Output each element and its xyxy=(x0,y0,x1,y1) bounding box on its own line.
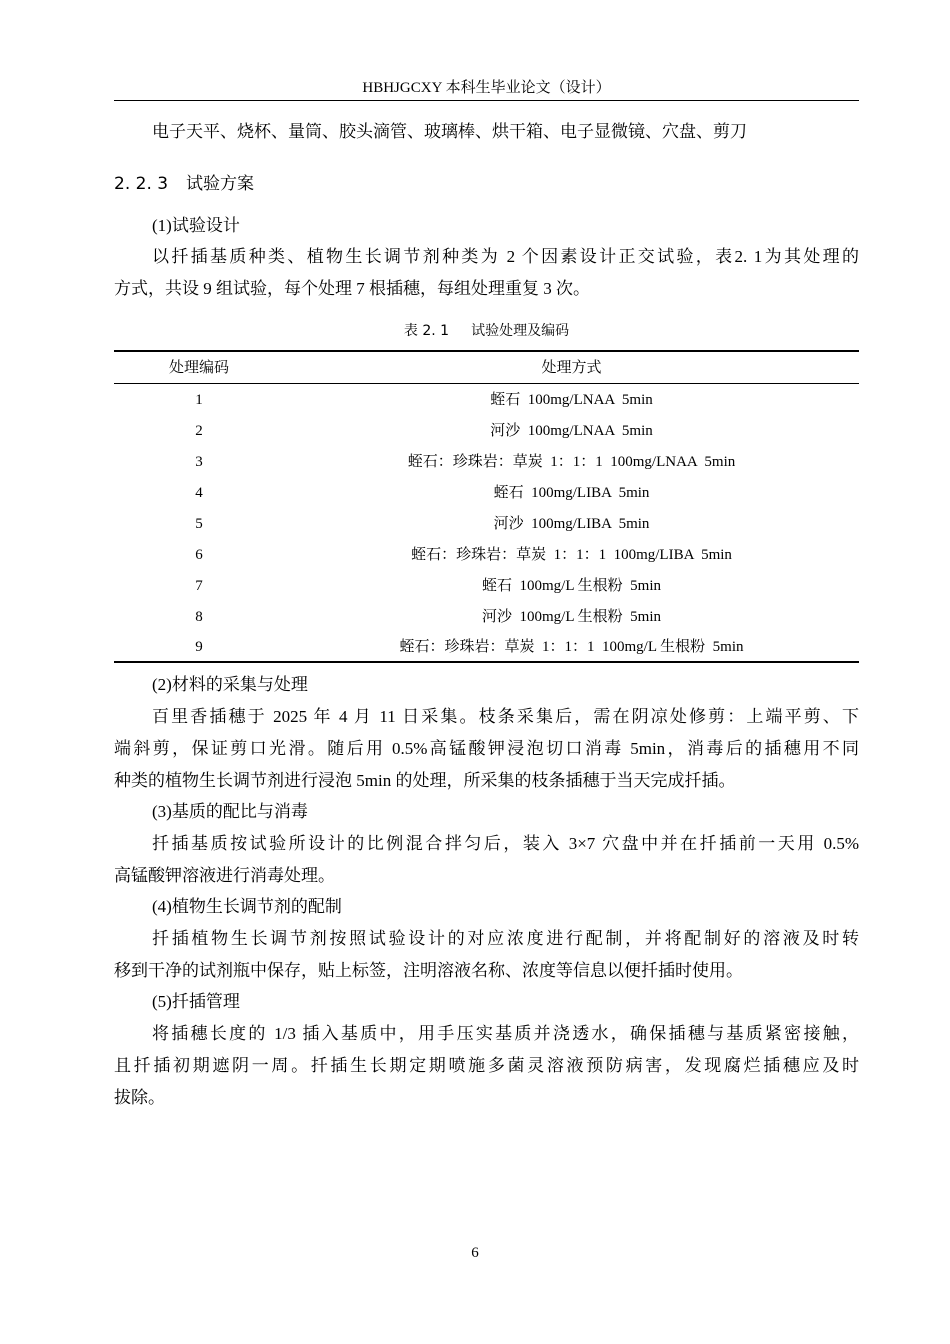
table-header-rule xyxy=(114,383,859,384)
table-row xyxy=(114,419,859,443)
table-header-code: 处理编码 xyxy=(168,360,229,376)
table-cell-code: 3 xyxy=(195,454,203,470)
table-cell-method: 蛭石 100mg/LNAA 5min xyxy=(490,392,653,408)
table-row xyxy=(114,388,859,412)
table-cell-code: 8 xyxy=(195,609,203,625)
table-caption-title: 试验处理及编码 xyxy=(471,323,570,339)
subsection-title-2: (2)材料的采集与处理 xyxy=(152,675,308,694)
paragraph-line: 高锰酸钾溶液进行消毒处理。 xyxy=(114,866,335,885)
paragraph-line: 移到干净的试剂瓶中保存，贴上标签，注明溶液名称、浓度等信息以便扦插时使用。 xyxy=(114,961,743,980)
paragraph-line: 且扦插初期遮阴一周。扦插生长期定期喷施多菌灵溶液预防病害，发现腐烂插穗应及时 xyxy=(114,1056,859,1075)
table-row xyxy=(114,450,859,474)
paragraph-line: 端斜剪，保证剪口光滑。随后用 0.5%高锰酸钾浸泡切口消毒 5min，消毒后的插穗用不同 xyxy=(114,739,859,758)
table-cell-code: 6 xyxy=(195,547,203,563)
table-row xyxy=(114,605,859,629)
paragraph-line: 百里香插穗于 2025 年 4 月 11 日采集。枝条采集后，需在阴凉处修剪：上端平剪、下 xyxy=(152,707,859,726)
table-top-rule xyxy=(114,350,859,352)
subsection-title-3: (3)基质的配比与消毒 xyxy=(152,802,308,821)
paragraph-line: 扦插植物生长调节剂按照试验设计的对应浓度进行配制，并将配制好的溶液及时转 xyxy=(152,929,859,948)
table-row xyxy=(114,481,859,505)
table-row xyxy=(114,635,859,659)
section-title: 试验方案 xyxy=(186,174,254,194)
table-cell-code: 4 xyxy=(195,485,203,501)
table-row xyxy=(114,543,859,567)
equipment-list: 电子天平、烧杯、量筒、胶头滴管、玻璃棒、烘干箱、电子显微镜、穴盘、剪刀 xyxy=(152,122,747,141)
table-cell-method: 蛭石：珍珠岩：草炭 1：1：1 100mg/LIBA 5min xyxy=(411,547,732,563)
table-row xyxy=(114,512,859,536)
page-number: 6 xyxy=(471,1245,479,1261)
table-cell-code: 1 xyxy=(195,392,203,408)
subsection-title-1: (1)试验设计 xyxy=(152,216,240,235)
paragraph-line: 种类的植物生长调节剂进行浸泡 5min 的处理，所采集的枝条插穗于当天完成扦插。 xyxy=(114,771,736,790)
table-cell-method: 蛭石 100mg/L 生根粉 5min xyxy=(481,578,662,594)
table-cell-method: 蛭石 100mg/LIBA 5min xyxy=(493,485,650,501)
paragraph-line: 扦插基质按试验所设计的比例混合拌匀后，装入 3×7 穴盘中并在扦插前一天用 0.5% xyxy=(152,834,859,853)
table-cell-code: 9 xyxy=(195,639,203,655)
paragraph-line: 以扦插基质种类、植物生长调节剂种类为 2 个因素设计正交试验，表2. 1为其处理的 xyxy=(152,247,859,266)
header-rule xyxy=(114,100,859,101)
table-cell-code: 2 xyxy=(195,423,203,439)
subsection-title-5: (5)扦插管理 xyxy=(152,992,240,1011)
table-cell-code: 5 xyxy=(195,516,203,532)
table-cell-method: 河沙 100mg/LIBA 5min xyxy=(493,516,650,532)
table-cell-method: 蛭石：珍珠岩：草炭 1：1：1 100mg/LNAA 5min xyxy=(407,454,736,470)
table-row xyxy=(114,574,859,598)
section-number: 2. 2. 3 xyxy=(114,174,169,194)
table-cell-method: 河沙 100mg/L 生根粉 5min xyxy=(481,609,662,625)
paragraph-line: 方式，共设 9 组试验，每个处理 7 根插穗，每组处理重复 3 次。 xyxy=(114,279,590,298)
subsection-title-4: (4)植物生长调节剂的配制 xyxy=(152,897,342,916)
running-header: HBHJGCXY 本科生毕业论文（设计） xyxy=(362,80,611,96)
section-heading xyxy=(114,172,859,196)
table-cell-method: 河沙 100mg/LNAA 5min xyxy=(490,423,653,439)
table-header-method: 处理方式 xyxy=(541,360,602,376)
table-cell-method: 蛭石：珍珠岩：草炭 1：1：1 100mg/L 生根粉 5min xyxy=(399,639,744,655)
table-caption-number: 表 2. 1 xyxy=(403,323,450,339)
table-cell-code: 7 xyxy=(195,578,203,594)
table-caption xyxy=(114,321,859,341)
table-header-row xyxy=(114,356,859,380)
paragraph-line: 拔除。 xyxy=(114,1088,165,1107)
table-bottom-rule xyxy=(114,661,859,663)
paragraph-line: 将插穗长度的 1/3 插入基质中，用手压实基质并浇透水，确保插穗与基质紧密接触， xyxy=(152,1024,859,1043)
